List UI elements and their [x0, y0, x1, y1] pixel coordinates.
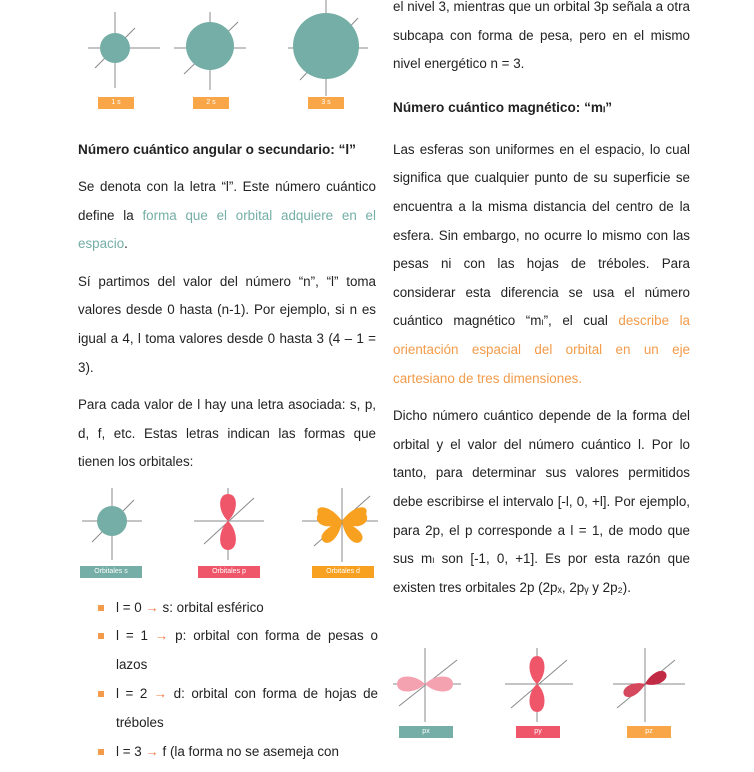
label-orbitales-s: Orbitales s: [80, 566, 142, 578]
highlight-text: describe la orientación espacial del orbital en un eje cartesiano de tres dimensiones.: [393, 313, 690, 386]
label-3s: 3 s: [308, 97, 344, 109]
label-1s: 1 s: [98, 97, 134, 109]
angular-heading: Número cuántico angular o secundario: “l”: [78, 142, 356, 157]
p-orientation-diagram: [393, 646, 693, 732]
bullet-post: s: orbital esférico: [158, 600, 264, 615]
bullet-text: [116, 680, 378, 737]
bullet-square-icon: [98, 691, 104, 697]
arrow-right-icon: →: [154, 628, 169, 643]
s-orbital-diagram: [78, 0, 378, 112]
text: Las esferas son uniformes en el espacio, lo cual significa que cualquier punto de su superficie se encuentra a la misma distancia del centro de la esfera. Sin embargo, no ocurre lo mismo con las pesas ni con las hojas de tréboles. Para considerar esta diferencia se usa el número cuántico magnético “mₗ”, el cual: [393, 141, 690, 329]
orbital-1s: [100, 33, 130, 63]
bullet-post: f (la forma no se asemeja con: [158, 744, 339, 759]
label-py: py: [516, 726, 560, 738]
arrow-right-icon: →: [153, 686, 168, 701]
arrow-right-icon: →: [145, 600, 159, 615]
bullet-square-icon: [98, 605, 104, 611]
bullet-text: [116, 594, 378, 623]
label-orbitales-p: Orbitales p: [198, 566, 260, 578]
p-orientation-figure: [393, 646, 693, 742]
text-end: .: [124, 236, 128, 252]
label-pz: pz: [627, 726, 671, 738]
p-orbital: [220, 494, 236, 550]
bullet-square-icon: [98, 749, 104, 755]
angular-paragraph-3: Para cada valor de l hay una letra asociada: s, p, d, f, etc. Estas letras indican las formas que tienen los orbitales:: [78, 397, 376, 470]
magnetic-paragraph-1: [393, 136, 690, 393]
right-column: [393, 0, 690, 602]
bullet-post: d: orbital con forma de hojas de tréboles: [116, 686, 378, 730]
left-column: [78, 136, 376, 477]
s-orbital-sizes-figure: [78, 0, 378, 112]
label-px: px: [399, 726, 453, 738]
label-orbitales-d: Orbitales d: [312, 566, 374, 578]
s-orbital: [97, 506, 127, 536]
bullet-post: p: orbital con forma de pesas o lazos: [116, 628, 379, 672]
orbital-shapes-figure: [78, 484, 378, 580]
orbital-3s: [293, 13, 359, 79]
bullet-text: [116, 622, 378, 679]
label-2s: 2 s: [193, 97, 229, 109]
arrow-right-icon: →: [145, 744, 159, 759]
orbital-2s: [186, 22, 234, 70]
bullet-square-icon: [98, 633, 104, 639]
highlight-text: forma que el orbital adquiere en el espacio: [78, 207, 376, 252]
bullet-text: [116, 738, 378, 767]
bullet-pre: l = 0: [116, 600, 146, 615]
continuation-paragraph: el nivel 3, mientras que un orbital 3p señala a otra subcapa con forma de pesa, pero en el mismo nivel energético n = 3.: [393, 0, 690, 72]
angular-paragraph-2: Sí partimos del valor del número “n”, “l” toma valores desde 0 hasta (n-1). Por ejemplo, si n es igual a 4, l toma valores desde 0 hasta 3 (4 – 1 = 3).: [78, 273, 376, 375]
bullet-pre: l = 1: [116, 628, 155, 643]
bullet-pre: l = 2: [116, 686, 154, 701]
bullet-pre: l = 3: [116, 744, 146, 759]
magnetic-heading: Número cuántico magnético: “mₗ”: [393, 99, 613, 115]
magnetic-paragraph-2: Dicho número cuántico depende de la forma del orbital y el valor del número cuántico l. Por lo tanto, para determinar sus valores permitidos debe escribirse el intervalo [-l, 0, +l]. Por ejemplo, para 2p, el p corresponde a l = 1, de modo que sus mₗ son [-1, 0, +1]. Es por esta razón que existen tres orbitales 2p (2pₓ, 2pᵧ y 2p₂).: [393, 408, 690, 595]
angular-paragraph-1: [78, 173, 376, 259]
text: Se denota con la letra “l”. Este número cuántico define la: [78, 179, 376, 223]
